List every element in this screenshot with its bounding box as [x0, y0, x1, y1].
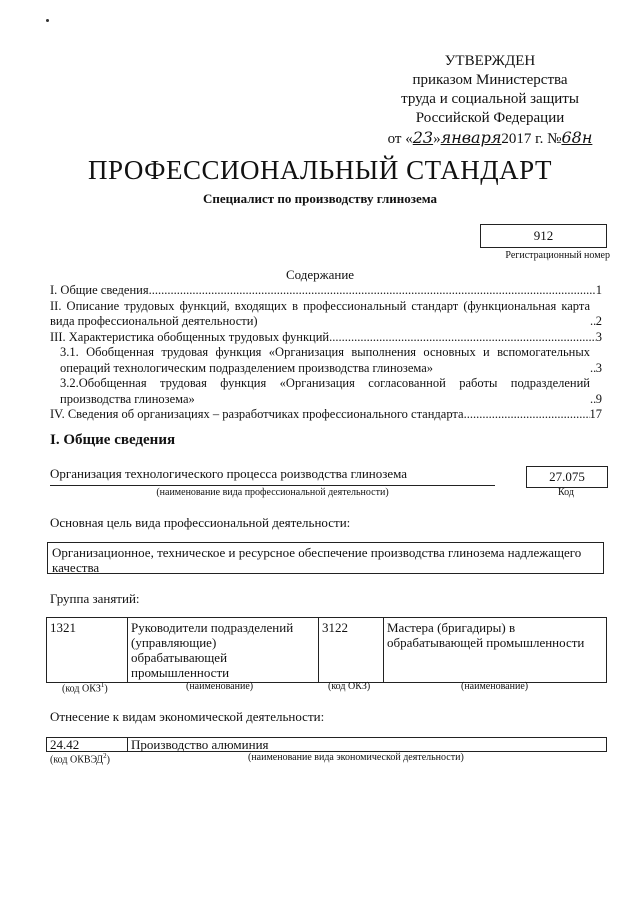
group-code-cell: 1321	[47, 618, 128, 683]
toc-item-text: 3.1. Обобщенная трудовая функция «Организация выполнения основных и вспомогательных операций технологическим подразделением производства глинозема»	[60, 345, 590, 375]
approval-block	[380, 52, 600, 149]
toc-item[interactable]	[50, 299, 602, 330]
approval-line: приказом Министерства	[412, 72, 568, 88]
activity-code-label: Код	[558, 487, 574, 498]
toc-item-page: 9	[595, 391, 602, 406]
group-name-caption: (наименование)	[461, 681, 529, 692]
toc-item[interactable]	[50, 283, 602, 299]
quote-close: »	[433, 131, 441, 147]
activity-caption: (наименование вида профессиональной деятельности)	[156, 487, 389, 498]
goal-label: Основная цель вида профессиональной деятельности:	[50, 515, 351, 530]
okved-code-cell: 24.42	[47, 738, 128, 752]
registration-number-label: Регистрационный номер	[505, 250, 610, 261]
contents-heading: Содержание	[285, 267, 355, 282]
okved-name-caption: (наименование вида экономической деятельности)	[248, 752, 464, 763]
group-label: Группа занятий:	[50, 591, 140, 606]
toc-item-text: 3.2.Обобщенная трудовая функция «Организация согласованной работы подразделений производства глинозема»	[60, 376, 590, 406]
okved-label: Отнесение к видам экономической деятельности:	[50, 709, 325, 724]
document-subtitle: Специалист по производству глинозема	[203, 191, 437, 206]
footnote-mark: 1	[100, 681, 105, 689]
date-prefix: от «	[387, 131, 413, 147]
toc-item-page: 3	[595, 360, 602, 375]
activity-name: Организация технологического процесса роизводства глинозема	[50, 466, 408, 481]
table-row	[47, 738, 607, 752]
table-row	[47, 618, 607, 683]
toc-item[interactable]	[50, 345, 602, 376]
okved-table	[46, 737, 607, 752]
caption-text: (код ОКЗ	[62, 683, 101, 695]
toc-item-text: III. Характеристика обобщенных трудовых функций	[50, 329, 330, 344]
approval-line: Российской Федерации	[415, 110, 565, 126]
caption-text: )	[106, 754, 110, 766]
toc-leader	[464, 407, 590, 423]
approval-date-line	[380, 128, 600, 149]
toc-item[interactable]	[50, 330, 602, 346]
table-of-contents	[50, 283, 602, 423]
group-name-caption: (наименование)	[186, 681, 254, 692]
toc-item-page: 2	[595, 314, 602, 328]
approval-month: января	[440, 128, 502, 147]
toc-leader	[329, 330, 596, 346]
toc-leader	[149, 283, 596, 299]
group-name-cell: Руководители подразделений (управляющие) обрабатывающей промышленности	[128, 618, 319, 683]
group-code-cell: 3122	[319, 618, 384, 683]
toc-item-page: 3	[595, 329, 602, 344]
goal-box: Организационное, техническое и ресурсное обеспечение производства глинозема надлежащего качества	[47, 542, 604, 574]
approval-line: УТВЕРЖДЕН	[444, 53, 536, 69]
approval-line: труда и социальной защиты	[401, 91, 579, 107]
document-title: ПРОФЕССИОНАЛЬНЫЙ СТАНДАРТ	[87, 155, 553, 185]
group-name-cell: Мастера (бригадиры) в обрабатывающей промышленности	[384, 618, 607, 683]
section-heading: I. Общие сведения	[50, 432, 176, 448]
group-code-caption	[62, 681, 108, 694]
activity-code-box: 27.075	[526, 466, 608, 488]
registration-number-box: 912	[480, 224, 607, 248]
toc-item-page: 17	[589, 407, 602, 421]
approval-number: 68н	[561, 128, 593, 147]
approval-year: 2017 г. №	[501, 131, 562, 147]
footnote-mark: 2	[103, 752, 107, 760]
toc-item-page: 1	[595, 283, 602, 297]
okved-name-cell: Производство алюминия	[128, 738, 607, 752]
caption-text: )	[104, 683, 108, 695]
toc-item[interactable]	[50, 376, 602, 407]
scan-speck	[46, 19, 49, 22]
toc-item[interactable]	[50, 407, 602, 423]
okved-code-caption	[50, 752, 110, 765]
approval-day: 23	[412, 128, 434, 147]
toc-item-text: IV. Сведения об организациях – разработчиках профессионального стандарта	[50, 407, 464, 421]
activity-underline	[50, 485, 495, 486]
caption-text: (код ОКВЭД	[50, 754, 104, 766]
toc-item-text: I. Общие сведения	[50, 283, 149, 297]
occupation-group-table	[46, 617, 607, 683]
toc-item-text: II. Описание трудовых функций, входящих в профессиональный стандарт (функциональная карта вида профессиональной деятельности)	[50, 298, 590, 328]
group-code-caption: (код ОКЗ)	[328, 681, 371, 692]
